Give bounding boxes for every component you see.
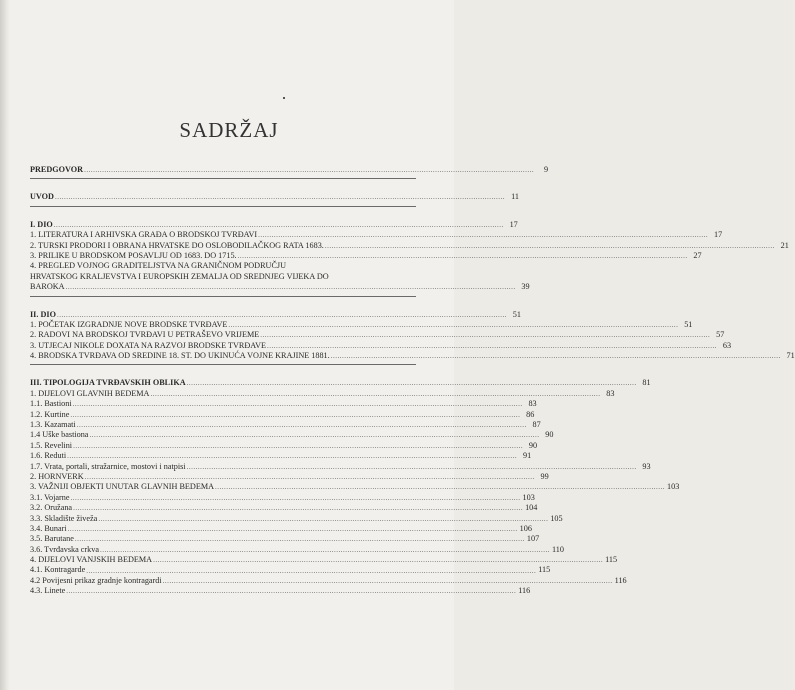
toc-entry	[30, 586, 531, 596]
toc-section-3-heading	[30, 378, 651, 388]
leader-dots: ........................................................................................................................................................................................................	[70, 493, 521, 502]
toc-entry	[30, 451, 532, 461]
toc-entry-page: 11	[511, 192, 519, 202]
toc-entry-label: 1.5. Revelini	[30, 440, 73, 450]
toc-entry-label: 2. RADOVI NA BRODSKOJ TVRĐAVI U PETRAŠEVO VRIJEME	[30, 330, 260, 340]
leader-dots: ........................................................................................................................................................................................................	[70, 410, 521, 419]
toc-entry	[30, 565, 551, 576]
leader-dots: ........................................................................................................................................................................................................	[267, 341, 718, 350]
toc-entry-label: 1.1. Bastioni	[30, 399, 72, 409]
toc-entry	[30, 503, 538, 513]
leader-dots: ........................................................................................................................................................................................................	[153, 556, 604, 565]
toc-entry-page: 115	[605, 555, 618, 565]
toc-entry-label: 4.3. Linete	[30, 586, 66, 596]
toc-entry	[30, 544, 564, 555]
toc-entry-page: 107	[526, 534, 540, 544]
section-divider	[30, 178, 416, 179]
leader-dots: ........................................................................................................................................................................................................	[74, 535, 525, 544]
leader-dots: ........................................................................................................................................................................................................	[67, 452, 518, 461]
leader-dots: ........................................................................................................................................................................................................	[237, 251, 688, 260]
leader-dots: ........................................................................................................................................................................................................	[260, 331, 711, 340]
toc-entry	[30, 440, 538, 451]
toc-entry-label: 3.4. Bunari	[30, 523, 67, 533]
toc-entry-page: 104	[525, 503, 538, 513]
toc-entry-label: II. DIO	[30, 309, 56, 319]
toc-entry-page: 115	[538, 565, 551, 575]
toc-entry-line: 4. PREGLED VOJNOG GRADITELJSTVA NA GRANIČNOM PODRUČJU	[30, 261, 287, 271]
leader-dots: ........................................................................................................................................................................................................	[72, 400, 523, 409]
leader-dots: ........................................................................................................................................................................................................	[67, 524, 518, 533]
toc-entry-label: 3.1. Vojarne	[30, 492, 70, 502]
leader-dots: ........................................................................................................................................................................................................	[73, 441, 524, 450]
toc-entry-page: 99	[540, 471, 549, 481]
toc-entry-page: 83	[528, 399, 537, 409]
toc-entry-label: 1.6. Reduti	[30, 451, 67, 461]
leader-dots: ........................................................................................................................................................................................................	[66, 587, 517, 596]
leader-dots: ........................................................................................................................................................................................................	[228, 320, 679, 329]
toc-entry-page: 81	[642, 378, 651, 388]
toc-section-1-heading	[30, 219, 518, 230]
toc-entry	[30, 250, 702, 261]
toc-entry-page: 87	[532, 420, 541, 430]
toc-entry-page: 9	[543, 164, 549, 174]
toc-entry-label: BAROKA	[30, 282, 65, 292]
toc-entry	[30, 340, 732, 351]
toc-entry-label: 4.2 Povijesni prikaz gradnje kontragardi	[30, 575, 162, 585]
leader-dots: ........................................................................................................................................................................................................	[162, 576, 613, 585]
toc-entry-page: 90	[528, 440, 538, 450]
leader-dots: ........................................................................................................................................................................................................	[76, 421, 527, 430]
toc-entry	[30, 388, 615, 399]
leader-dots: ........................................................................................................................................................................................................	[98, 514, 549, 523]
leader-dots: ........................................................................................................................................................................................................	[186, 379, 637, 388]
book-spine-shadow	[0, 0, 10, 690]
toc-entry-label: 1. DIJELOVI GLAVNIH BEDEMA	[30, 388, 150, 398]
leader-dots: ........................................................................................................................................................................................................	[324, 241, 775, 250]
leader-dots: ........................................................................................................................................................................................................	[86, 566, 537, 575]
toc-entry	[30, 330, 725, 340]
toc-entry	[30, 492, 535, 503]
toc-entry-label: 1.3. Kazamati	[30, 420, 76, 430]
toc-entry-page: 17	[509, 219, 518, 229]
leader-dots: ........................................................................................................................................................................................................	[84, 472, 535, 481]
toc-entry-page: 21	[780, 240, 789, 250]
toc-entry-page: 17	[713, 230, 723, 240]
leader-dots: ........................................................................................................................................................................................................	[99, 545, 550, 554]
toc-entry	[30, 461, 651, 472]
toc-entry-page: 110	[551, 544, 564, 554]
toc-section-3-items	[30, 388, 680, 597]
toc-entry	[30, 319, 693, 330]
leader-dots: ........................................................................................................................................................................................................	[89, 431, 540, 440]
leader-dots: ........................................................................................................................................................................................................	[54, 193, 505, 202]
toc-entry-label: 1.4 Uške bastiona	[30, 430, 89, 440]
toc-entry-label: 3. UTJECAJ NIKOLE DOXATA NA RAZVOJ BRODSKE TVRĐAVE	[30, 340, 267, 350]
toc-section-2-items	[30, 319, 795, 362]
toc-entry-label: UVOD	[30, 192, 54, 202]
leader-dots: ........................................................................................................................................................................................................	[84, 166, 535, 174]
toc-entry-label: 3.5. Barutane	[30, 534, 74, 544]
toc-entry-label: 1.2. Kurtine	[30, 409, 70, 419]
toc-entry-page: 51	[512, 309, 521, 319]
toc-entry-page: 116	[518, 586, 531, 596]
toc-entry-page: 27	[693, 250, 702, 260]
toc-entry-page: 103	[667, 482, 680, 492]
toc-entry-label: 4. BRODSKA TVRĐAVA OD SREDINE 18. ST. DO UKINUĆA VOJNE KRAJINE 1881.	[30, 351, 330, 361]
toc-entry-page: 93	[642, 461, 651, 471]
toc-entry-label: I. DIO	[30, 219, 53, 229]
toc-entry-label: 2. TURSKI PRODORI I OBRANA HRVATSKE DO OSLOBODILAČKOG RATA 1683.	[30, 240, 324, 250]
section-divider	[30, 296, 416, 297]
leader-dots: ........................................................................................................................................................................................................	[186, 462, 637, 471]
section-divider	[30, 206, 416, 207]
leader-dots: ........................................................................................................................................................................................................	[215, 483, 666, 492]
leader-dots: ........................................................................................................................................................................................................	[258, 231, 709, 240]
leader-dots: ........................................................................................................................................................................................................	[65, 283, 516, 292]
toc-entry	[30, 575, 627, 586]
toc-section-2-heading	[30, 309, 521, 320]
toc-entry	[30, 240, 789, 251]
toc-entry-label: 3.2. Oružana	[30, 503, 73, 513]
section-divider	[30, 364, 416, 365]
leader-dots: ........................................................................................................................................................................................................	[330, 352, 781, 361]
toc-entry-uvod	[30, 192, 519, 202]
toc-entry	[30, 351, 795, 361]
toc-entry	[30, 230, 723, 240]
toc-entry-page: 39	[521, 282, 530, 292]
toc-entry-label: PREDGOVOR	[30, 164, 84, 174]
toc-entry-label: 3.3. Skladište živeža	[30, 513, 98, 523]
toc-entry-line: HRVATSKOG KRALJEVSTVA I EUROPSKIH ZEMALJA OD SREDNJEG VIJEKA DO	[30, 271, 329, 281]
toc-entry-label: III. TIPOLOGIJA TVRĐAVSKIH OBLIKA	[30, 378, 186, 388]
toc-entry	[30, 523, 532, 534]
toc-entry-page: 86	[526, 409, 535, 419]
toc-entry-page: 90	[545, 430, 554, 440]
toc-entry	[30, 399, 537, 409]
leader-dots: ........................................................................................................................................................................................................	[150, 389, 601, 398]
toc-entry-predgovor	[30, 164, 549, 175]
toc-entry-label: 4.1. Kontragarde	[30, 565, 86, 575]
leader-dots: ........................................................................................................................................................................................................	[56, 310, 507, 319]
toc-section-1-items	[30, 230, 789, 261]
toc-entry	[30, 482, 680, 492]
toc-entry-page: 103	[522, 492, 535, 502]
toc-entry-page: 116	[614, 575, 627, 585]
toc-entry	[30, 513, 563, 524]
toc-entry-label: 4. DIJELOVI VANJSKIH BEDEMA	[30, 555, 153, 565]
toc-entry-page: 106	[519, 523, 532, 533]
leader-dots: ........................................................................................................................................................................................................	[53, 220, 504, 229]
toc-entry-label: 2. HORNVERK	[30, 471, 84, 481]
toc-entry-page: 105	[550, 513, 563, 523]
leader-dots: ........................................................................................................................................................................................................	[73, 504, 524, 513]
toc-entry-baroka	[30, 282, 530, 292]
toc-entry-page: 51	[684, 319, 693, 329]
toc-entry-label: 3.6. Tvrđavska crkva	[30, 544, 99, 554]
ink-speck	[283, 97, 285, 99]
toc-entry-label: 3. VAŽNIJI OBJEKTI UNUTAR GLAVNIH BEDEMA	[30, 482, 215, 492]
toc-entry-page: 91	[522, 451, 532, 461]
toc-entry	[30, 409, 535, 420]
toc-entry-page: 57	[716, 330, 725, 340]
page-title: SADRŽAJ	[179, 118, 279, 142]
toc-entry	[30, 420, 541, 430]
table-of-contents	[30, 164, 795, 597]
toc-entry	[30, 471, 549, 482]
toc-entry-page: 71	[786, 351, 795, 361]
toc-entry-page: 83	[606, 388, 615, 398]
toc-entry	[30, 534, 540, 544]
toc-entry-label: 3. PRILIKE U BRODSKOM POSAVLJU OD 1683. DO 1715.	[30, 250, 237, 260]
toc-entry	[30, 430, 554, 440]
toc-entry-label: 1.7. Vrata, portali, stražarnice, mostovi i natpisi	[30, 461, 186, 471]
toc-entry	[30, 555, 618, 565]
toc-entry-label: 1. POČETAK IZGRADNJE NOVE BRODSKE TVRĐAVE	[30, 319, 228, 329]
toc-entry-page: 63	[722, 340, 732, 350]
toc-entry-label: 1. LITERATURA I ARHIVSKA GRAĐA O BRODSKOJ TVRĐAVI	[30, 230, 258, 240]
